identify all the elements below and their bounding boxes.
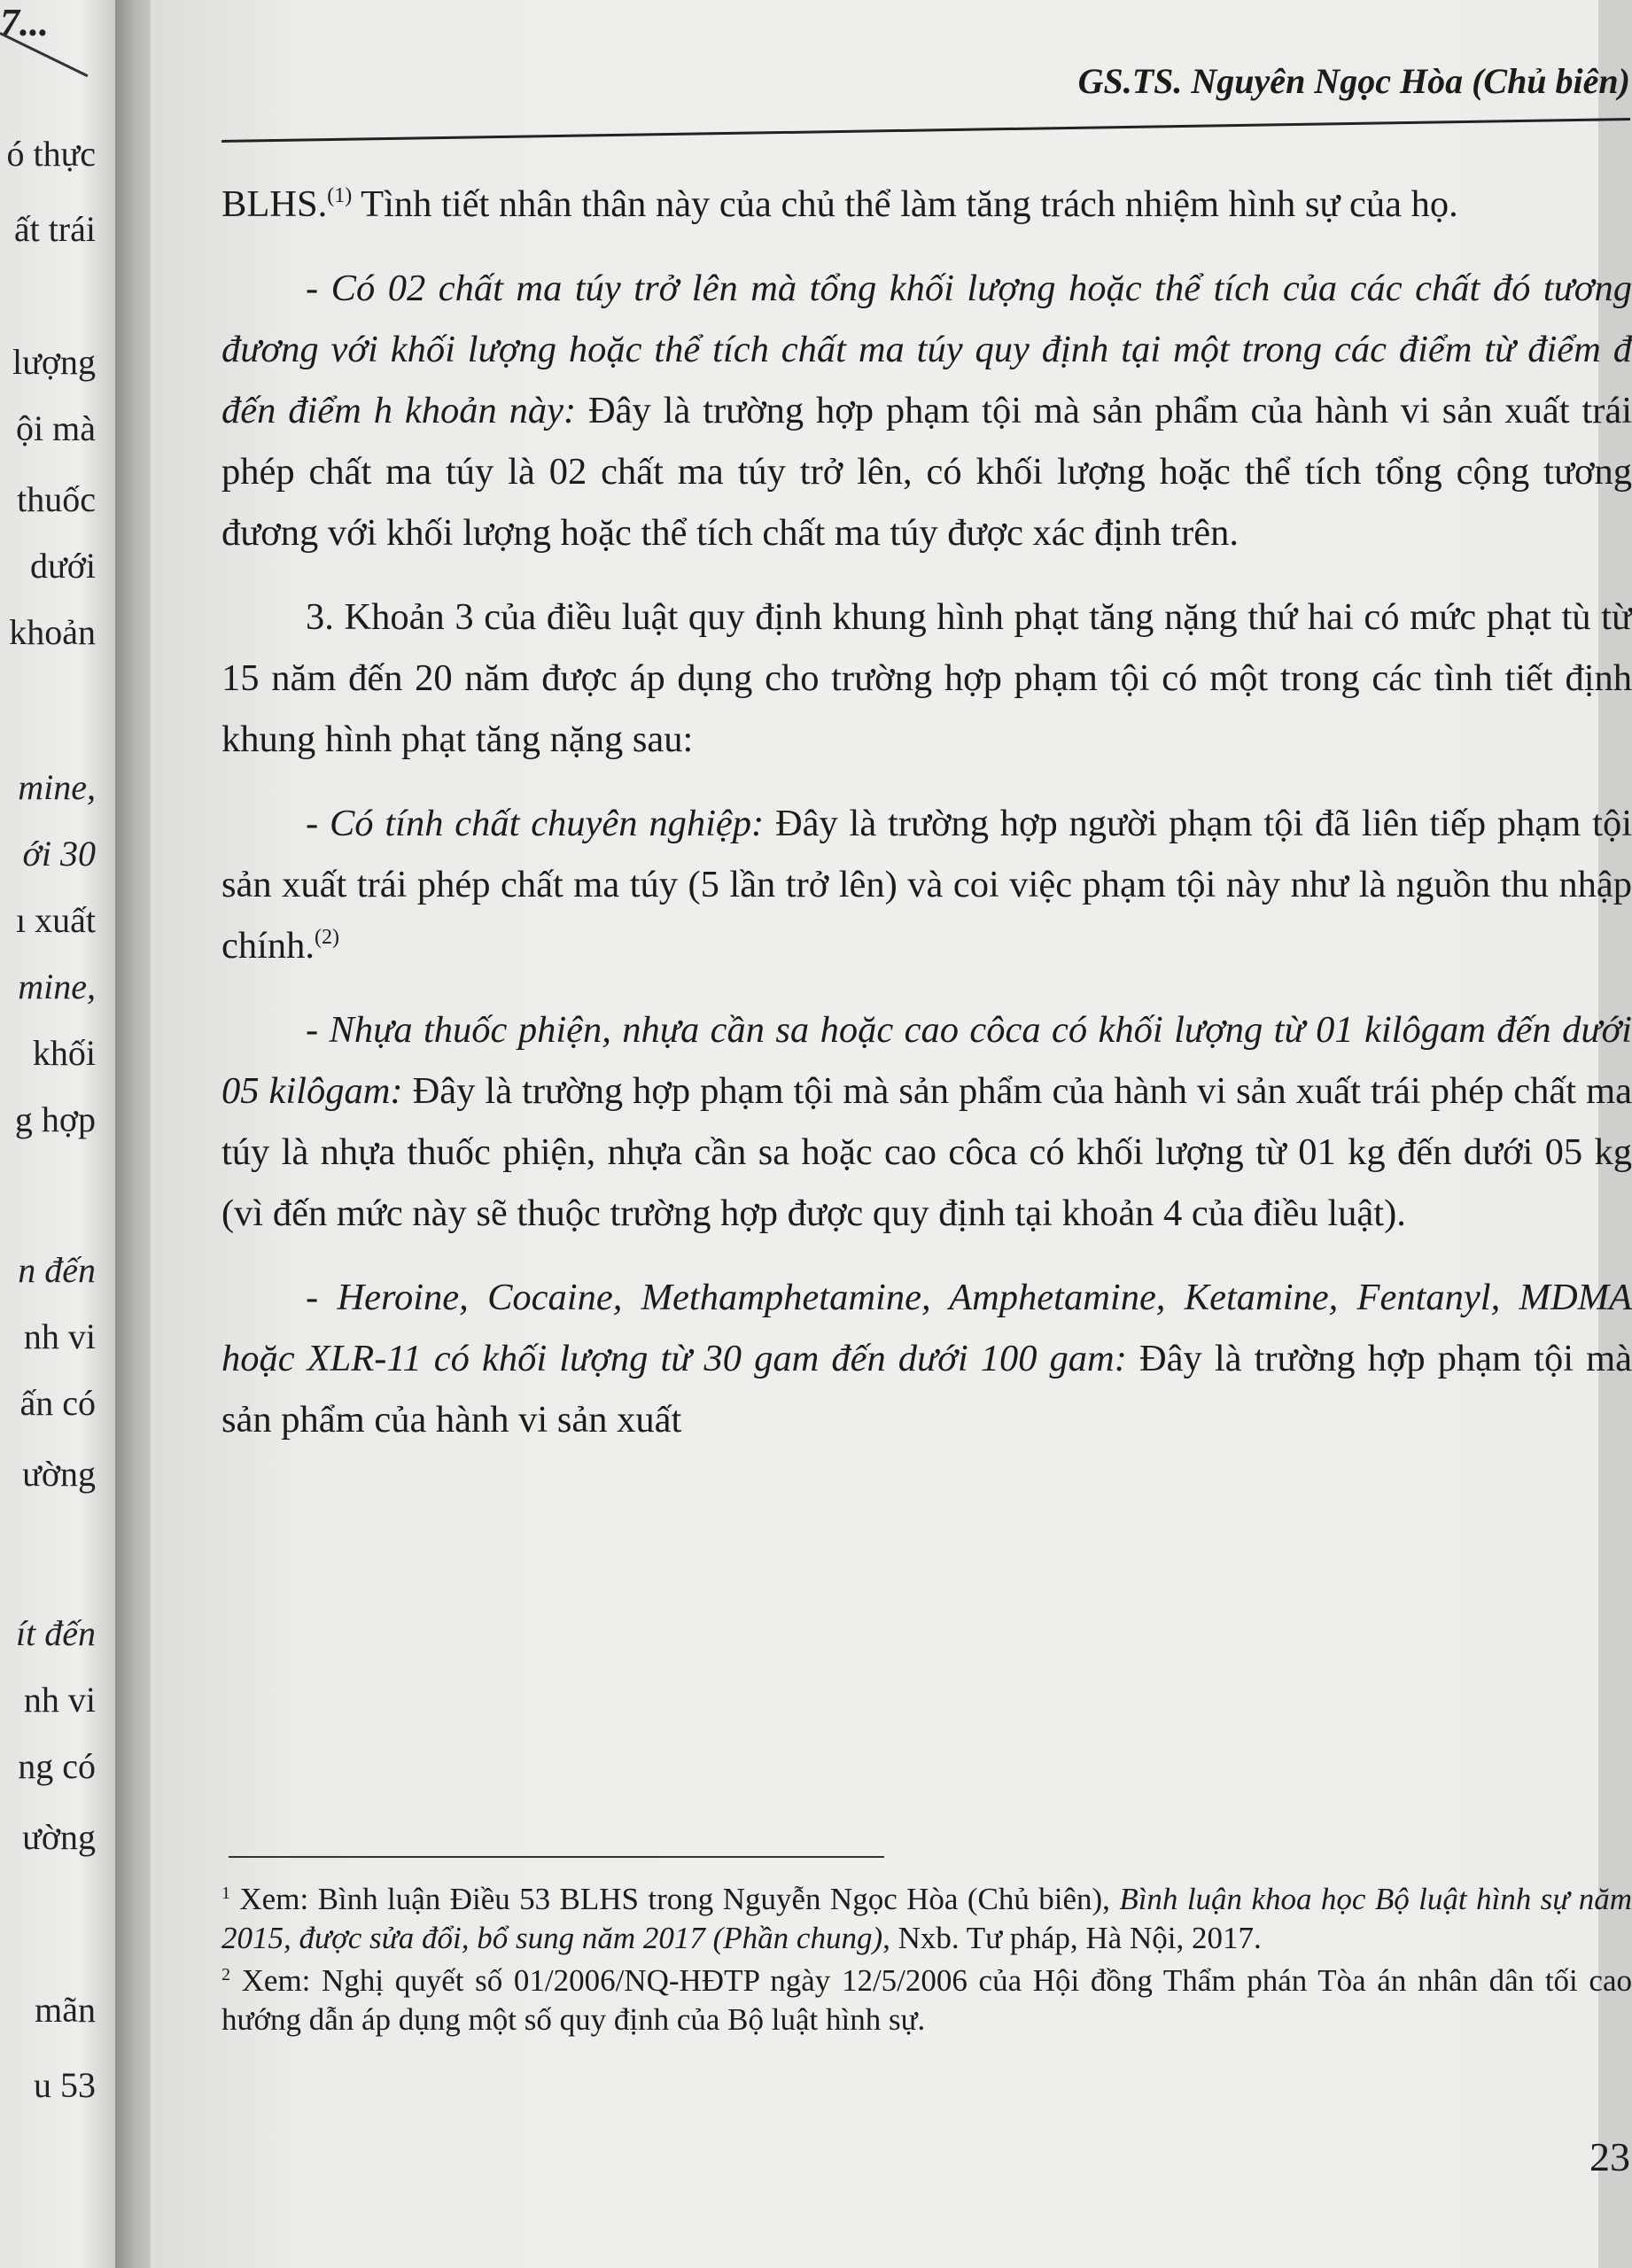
- previous-page-fragment: mine,: [18, 767, 96, 807]
- previous-page-fragment: khoản: [9, 612, 96, 652]
- previous-page-fragment: nh vi: [23, 1680, 96, 1720]
- paragraph: - Heroine, Cocaine, Methamphetamine, Amphetamine, Ketamine, Fentanyl, MDMA hoặc XLR-11 có khối lượng từ 30 gam đến dưới 100 gam: Đây là trường hợp phạm tội mà sản phẩm của hành vi sản xuất: [221, 1277, 1632, 1441]
- footnote-rule: [229, 1856, 884, 1858]
- paragraph: - Có tính chất chuyên nghiệp: Đây là trường hợp người phạm tội đã liên tiếp phạm tội sản xuất trái phép chất ma túy (5 lần trở lên) và coi việc phạm tội này như là nguồn thu nhập chính.$^{(2)}$: [221, 803, 1632, 967]
- page-number: 23: [1589, 2134, 1630, 2179]
- previous-page-running-head: 7...: [0, 1, 49, 44]
- previous-page-fragment: ít đến: [16, 1613, 96, 1653]
- previous-page-fragment: u 53: [34, 2065, 96, 2105]
- header-rule: [221, 118, 1630, 143]
- paragraph: BLHS.$^{(1)}$ Tình tiết nhân thân này của chủ thể làm tăng trách nhiệm hình sự của họ.: [221, 183, 1458, 225]
- footnote-ref: (1): [327, 184, 353, 207]
- previous-page-fragment: mãn: [35, 1990, 96, 2030]
- previous-page-fragment: ı xuất: [16, 900, 96, 940]
- paragraph: - Có 02 chất ma túy trở lên mà tổng khối lượng hoặc thể tích của các chất đó tương đương với khối lượng hoặc thể tích chất ma túy quy định tại một trong các điểm từ điểm đ đến điểm h khoản này: Đây là trường hợp phạm tội mà sản phẩm của hành vi sản xuất trái phép chất ma túy là 02 chất ma túy trở lên, có khối lượng hoặc thể tích tổng cộng tương đương với khối lượng hoặc thể tích chất ma túy được xác định trên.: [221, 268, 1632, 554]
- book-page: [151, 0, 1632, 2268]
- previous-page-fragment: ường: [22, 1817, 96, 1857]
- previous-page-fragment: ội mà: [16, 408, 96, 448]
- previous-page-fragment: g hợp: [14, 1099, 96, 1139]
- paragraph: 3. Khoản 3 của điều luật quy định khung hình phạt tăng nặng thứ hai có mức phạt tù từ 15 năm đến 20 năm được áp dụng cho trường hợp phạm tội có một trong các tình tiết định khung hình phạt tăng nặng sau:: [221, 596, 1632, 760]
- previous-page-fragment: n đến: [18, 1250, 96, 1290]
- previous-page-fragment: ng có: [18, 1746, 96, 1786]
- previous-page-fragment: nh vi: [23, 1317, 96, 1356]
- previous-page-fragment: thuốc: [17, 479, 96, 519]
- previous-page-fragment: mine,: [18, 967, 96, 1006]
- previous-page-fragment: ấn có: [19, 1383, 96, 1423]
- footnote: $^1$ Xem: Bình luận Điều 53 BLHS trong Nguyễn Ngọc Hòa (Chủ biên), Bình luận khoa học Bộ luật hình sự năm 2015, được sửa đổi, bổ sung năm 2017 (Phần chung), Nxb. Tư pháp, Hà Nội, 2017.: [221, 1882, 1632, 1955]
- paragraph: - Nhựa thuốc phiện, nhựa cần sa hoặc cao côca có khối lượng từ 01 kilôgam đến dưới 05 kilôgam: Đây là trường hợp phạm tội mà sản phẩm của hành vi sản xuất trái phép chất ma túy là nhựa thuốc phiện, nhựa cần sa hoặc cao côca có khối lượng từ 01 kg đến dưới 05 kg (vì đến mức này sẽ thuộc trường hợp được quy định tại khoản 4 của điều luật).: [221, 1009, 1632, 1234]
- previous-page-fragment: ó thực: [6, 134, 96, 174]
- previous-page-fragment: dưới: [30, 546, 96, 586]
- footnote-ref: (2): [315, 926, 340, 949]
- footnotes: [221, 1880, 1632, 2043]
- previous-page-fragment: khối: [32, 1033, 96, 1073]
- previous-page-fragment: ường: [22, 1454, 96, 1494]
- previous-page-fragment: ới 30: [22, 834, 96, 874]
- footnote: $^2$ Xem: Nghị quyết số 01/2006/NQ-HĐTP ngày 12/5/2006 của Hội đồng Thẩm phán Tòa án nhân dân tối cao hướng dẫn áp dụng một số quy định của Bộ luật hình sự.: [221, 1963, 1632, 2037]
- running-head: GS.TS. Nguyên Ngọc Hòa (Chủ biên): [1077, 61, 1630, 101]
- previous-page-fragment: ất trái: [13, 209, 96, 249]
- previous-page-fragment: lượng: [12, 342, 96, 382]
- body-text: [221, 174, 1632, 1473]
- previous-page-edge: [0, 0, 133, 2268]
